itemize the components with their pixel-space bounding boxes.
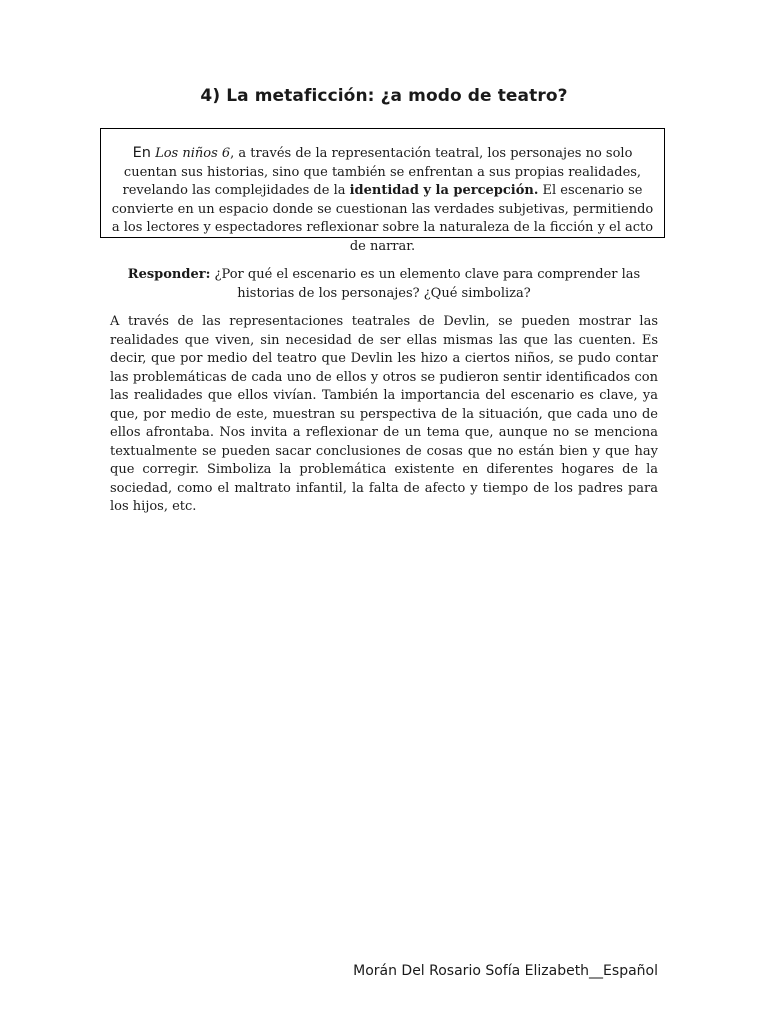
intro-emphasis: identidad y la percepción. xyxy=(349,183,539,198)
intro-text-part1: , a través de la representación teatral, los personajes no solo cuentan sus historias, sino que también se enfrentan a sus propias realidades, revelando las complejidades de la xyxy=(122,146,642,198)
question-text: ¿Por qué el escenario es un elemento clave para comprender las historias de los personajes? ¿Qué simboliza? xyxy=(210,267,641,301)
answer-paragraph: A través de las representaciones teatrales de Devlin, se pueden mostrar las realidades que viven, sin necesidad de ser ellas mismas las que las cuenten. Es decir, que por medio del teatro que Devlin les hizo a ciertos niños, se pudo contar las problemáticas de cada uno de ellos y otros se pudieron sentir identificados con las realidades que ellos vivían. También la importancia del escenario es clave, ya que, por medio de este, muestran su perspectiva de la situación, que cada uno de ellos afrontaba. Nos invita a reflexionar de un tema que, aunque no se menciona textualmente se pueden sacar conclusiones de cosas que no están bien y que hay que corregir. Simboliza la problemática existente en diferentes hogares de la sociedad, como el maltrato infantil, la falta de afecto y tiempo de los padres para los hijos, etc. xyxy=(110,314,658,514)
question-label: Responder: xyxy=(127,267,211,282)
intro-box xyxy=(100,128,665,254)
page-title: 4) La metaficción: ¿a modo de teatro? xyxy=(200,86,568,106)
intro-text-part2: El escenario se convierte en un espacio donde se cuestionan las verdades subjetivas, permitiendo a los lectores y espectadores reflexionar sobre la naturaleza de la ficción y el acto de narrar. xyxy=(111,183,654,254)
footer-author: Morán Del Rosario Sofía Elizabeth__Español xyxy=(353,963,658,979)
intro-lead-word: En xyxy=(132,145,151,161)
book-title: Los niños 6 xyxy=(155,146,231,161)
question-paragraph xyxy=(110,266,658,303)
